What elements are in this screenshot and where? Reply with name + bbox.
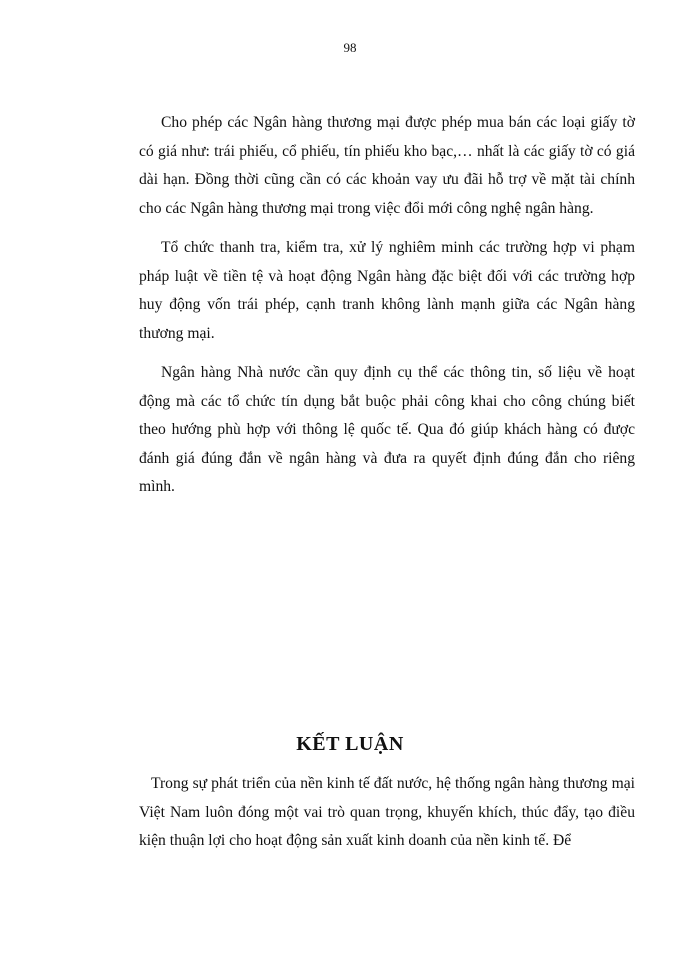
paragraph-inspection: Tổ chức thanh tra, kiểm tra, xử lý nghiêm minh các trường hợp vi phạm pháp luật về tiền tệ và hoạt động Ngân hàng đặc biệt đối với các trường hợp huy động vốn trái phép, cạnh tranh không lành mạnh giữa các Ngân hàng thương mại. xyxy=(139,239,635,342)
conclusion-section xyxy=(139,770,635,867)
body-text xyxy=(139,109,635,513)
paragraph-securities-trading: Cho phép các Ngân hàng thương mại được phép mua bán các loại giấy tờ có giá như: trái phiếu, cổ phiếu, tín phiếu kho bạc,… nhất là các giấy tờ có giá dài hạn. Đồng thời cũng cần có các khoản vay ưu đãi hỗ trợ về mặt tài chính cho các Ngân hàng thương mại trong việc đổi mới công nghệ ngân hàng. xyxy=(139,114,635,217)
conclusion-heading: KẾT LUẬN xyxy=(296,733,404,755)
paragraph-disclosure: Ngân hàng Nhà nước cần quy định cụ thể các thông tin, số liệu về hoạt động mà các tổ chức tín dụng bắt buộc phải công khai cho công chúng biết theo hướng phù hợp với thông lệ quốc tế. Qua đó giúp khách hàng có được đánh giá đúng đắn về ngân hàng và đưa ra quyết định đúng đắn cho riêng mình. xyxy=(139,364,635,495)
page-number: 98 xyxy=(343,40,357,55)
conclusion-paragraph: Trong sự phát triển của nền kinh tế đất nước, hệ thống ngân hàng thương mại Việt Nam luôn đóng một vai trò quan trọng, khuyến khích, thúc đẩy, tạo điều kiện thuận lợi cho hoạt động sản xuất kinh doanh của nền kinh tế. Để xyxy=(139,775,635,849)
